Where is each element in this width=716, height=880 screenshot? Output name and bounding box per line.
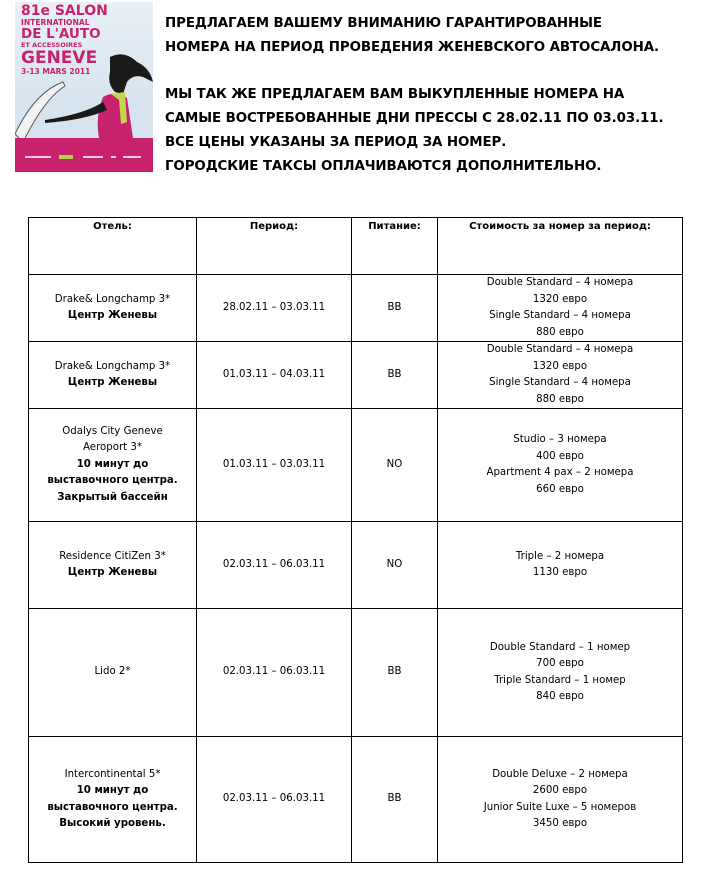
price-cell [438,737,683,863]
room-type: Triple Standard – 1 номер [494,674,626,686]
poster-line: INTERNATIONAL [21,18,90,27]
header-price: Стоимость за номер за период: [438,218,683,275]
woman-dress-shape [98,94,133,138]
board-cell: BB [352,275,438,342]
poster-title [21,4,111,75]
salon-poster-image [15,2,153,172]
period-cell: 01.03.11 – 04.03.11 [197,342,352,409]
period-cell: 02.03.11 – 06.03.11 [197,522,352,609]
room-price: 700 евро [536,658,584,669]
price-cell [438,275,683,342]
hotel-price-table [28,217,683,863]
period-cell: 02.03.11 – 06.03.11 [197,737,352,863]
room-type: Double Standard – 4 номера [486,277,634,288]
intro-line: ВСЕ ЦЕНЫ УКАЗАНЫ ЗА ПЕРИОД ЗА НОМЕР. [165,134,507,150]
hotel-name: Odalys City Geneve [62,425,163,437]
poster-line: 3-13 MARS 2011 [21,66,91,76]
intro-line: НОМЕРА НА ПЕРИОД ПРОВЕДЕНИЯ ЖЕНЕВСКОГО АВТОСАЛОНА. [165,39,659,55]
hotel-note: Центр Женевы [67,567,158,578]
board-cell: NO [352,522,438,609]
room-type: Single Standard – 4 номера [489,310,631,321]
poster-line: GENEVE [21,47,98,68]
intro-line: МЫ ТАК ЖЕ ПРЕДЛАГАЕМ ВАМ ВЫКУПЛЕННЫЕ НОМЕРА НА [165,87,625,103]
period-cell: 01.03.11 – 03.03.11 [197,409,352,522]
board-cell: NO [352,409,438,522]
room-price: 400 евро [536,450,584,462]
table-header-row [29,218,683,275]
price-cell [438,609,683,737]
poster-line: 81e SALON [21,3,108,19]
room-price: 2600 евро [532,785,588,796]
header-period: Период: [197,218,352,275]
hotel-note: Закрытый бассейн [57,491,168,503]
header-board: Питание: [352,218,438,275]
woman-arm-shape [45,102,107,123]
room-price: 1130 евро [532,567,588,578]
hotel-cell [29,275,197,342]
table-row [29,737,683,863]
table-row [29,342,683,409]
hotel-cell [29,609,197,737]
room-type: Double Deluxe – 2 номера [492,768,628,780]
poster-sponsor-text [83,156,103,158]
price-cell [438,522,683,609]
hotel-name: Aeroport 3* [83,442,142,454]
period-cell: 28.02.11 – 03.03.11 [197,275,352,342]
table-row [29,609,683,737]
room-type: Junior Suite Luxe – 5 номеров [483,801,637,813]
board-cell: BB [352,737,438,863]
hotel-note: 10 минут до [76,458,149,470]
hotel-name: Residence CitiZen 3* [59,550,166,562]
room-price: 840 евро [536,691,584,702]
hotel-cell [29,409,197,522]
poster-url-text [25,156,51,158]
hotel-name: Intercontinental 5* [64,768,161,780]
room-price: 880 евро [536,326,584,338]
poster-line: DE L'AUTO [21,25,101,42]
hotel-name: Drake& Longchamp 3* [54,293,171,305]
poster-sponsor-text-2 [123,156,141,158]
hotel-note: Центр Женевы [67,310,158,321]
poster-line: ET ACCESSOIRES [21,41,83,50]
period-cell: 02.03.11 – 06.03.11 [197,609,352,737]
board-cell: BB [352,609,438,737]
paragraph-gap [165,60,705,84]
table-row [29,409,683,522]
hotel-note: 10 минут до [76,785,149,796]
woman-hair-shape [109,54,153,94]
table-row [29,275,683,342]
price-cell [438,409,683,522]
intro-text [165,12,705,179]
intro-line: САМЫЕ ВОСТРЕБОВАННЫЕ ДНИ ПРЕССЫ С 28.02.11 ПО 03.03.11. [165,111,664,127]
poster-sponsor-mark [111,156,116,158]
header-hotel: Отель: [29,218,197,275]
room-price: 1320 евро [532,360,588,372]
intro-line: ГОРОДСКИЕ ТАКСЫ ОПЛАЧИВАЮТСЯ ДОПОЛНИТЕЛЬНО. [165,158,602,174]
car-windshield-shape [15,82,65,142]
table-row [29,522,683,609]
room-type: Double Standard – 4 номера [486,344,634,355]
price-cell [438,342,683,409]
hotel-note: Центр Женевы [67,377,158,388]
room-price: 3450 евро [532,818,588,829]
hotel-name: Drake& Longchamp 3* [54,360,171,372]
room-type: Triple – 2 номера [515,550,605,562]
board-cell: BB [352,342,438,409]
intro-line: ПРЕДЛАГАЕМ ВАШЕМУ ВНИМАНИЮ ГАРАНТИРОВАННЫЕ [165,16,602,31]
poster-band [15,138,153,172]
room-type: Studio – 3 номера [513,434,607,445]
hotel-cell [29,522,197,609]
hotel-cell [29,737,197,863]
hotel-note: выставочного центра. [47,475,178,487]
hotel-note: выставочного центра. [47,801,178,813]
room-price: 880 евро [536,393,584,405]
poster-sponsor-logo [59,155,73,159]
hotel-note: Высокий уровень. [59,818,166,829]
room-type: Double Standard – 1 номер [489,641,631,653]
room-price: 660 евро [536,483,584,495]
hotel-cell [29,342,197,409]
room-type: Apartment 4 pax – 2 номера [486,467,634,478]
hotel-name: Lido 2* [94,666,131,678]
room-price: 1320 евро [532,293,588,305]
room-type: Single Standard – 4 номера [489,377,631,388]
